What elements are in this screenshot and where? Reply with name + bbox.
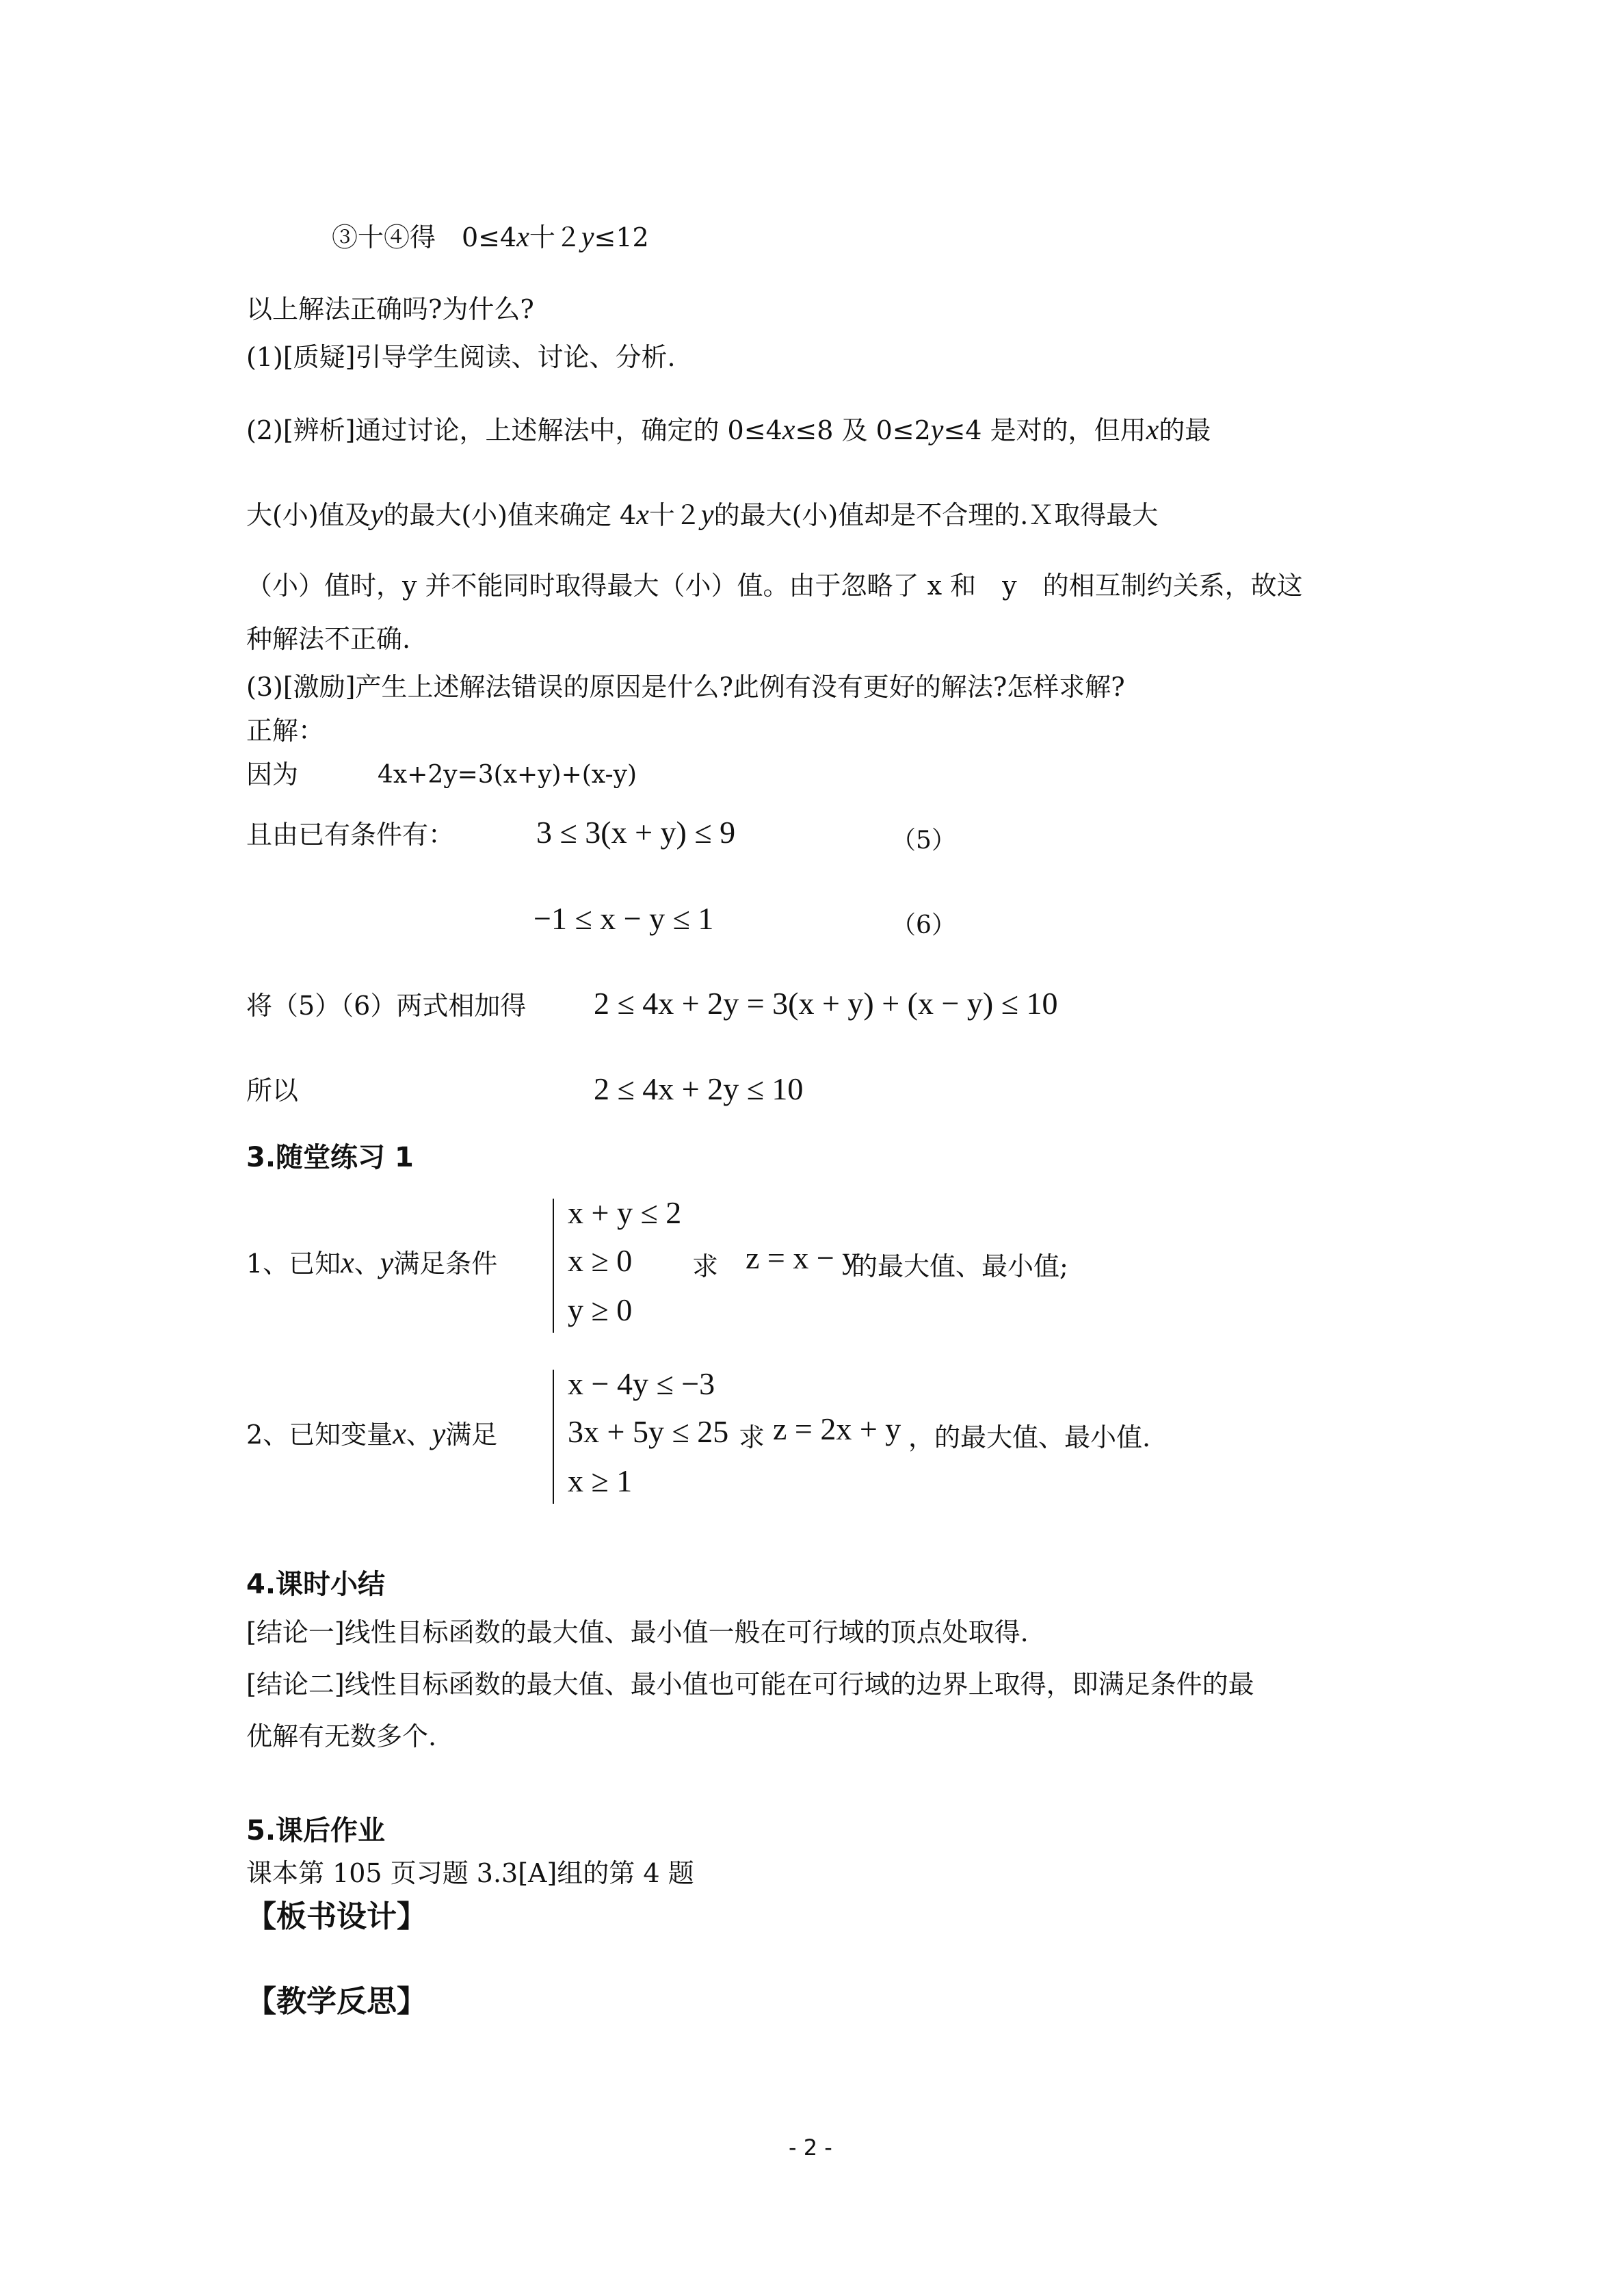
system-brace [553,1370,554,1504]
constraint: x − 4y ≤ −3 [568,1366,715,1401]
page-number: - 2 - [789,2135,832,2161]
constraint: 3x + 5y ≤ 25 [568,1414,729,1449]
text-line: 所以 [246,1075,299,1106]
text-line: 种解法不正确. [246,624,411,654]
formula: −1 ≤ x − y ≤ 1 [533,901,714,936]
text-line: 课本第 105 页习题 3.3[A]组的第 4 题 [246,1858,694,1888]
text-line: ，的最大值、最小值. [908,1422,1151,1452]
constraint: y ≥ 0 [568,1292,633,1327]
section-heading: 【教学反思】 [246,1984,427,2019]
text-line: 将（5）（6）两式相加得 [246,991,527,1021]
section-heading: 3.随堂练习 1 [246,1142,414,1173]
text-line: (3)[激励]产生上述解法错误的原因是什么?此例有没有更好的解法?怎样求解? [246,672,1125,702]
text-line: 求 [739,1422,765,1452]
constraint: x ≥ 0 [568,1243,633,1278]
text-line: 的最大值、最小值; [852,1251,1068,1281]
text-line: ③十④得 0≤4x十２y≤12 [332,222,649,253]
text-line: 正解： [246,716,325,746]
text-line: (2)[辨析]通过讨论，上述解法中，确定的 0≤4x≤8 及 0≤2y≤4 是对的，但用x的最 [246,415,1211,446]
text-line: [结论一]线性目标函数的最大值、最小值一般在可行域的顶点处取得. [246,1617,1029,1647]
exercise-1: 1、已知x、y满足条件 [246,1246,498,1279]
equation-number: （5） [891,826,956,855]
text-line: （小）值时，y 并不能同时取得最大（小）值。由于忽略了 x 和 y 的相互制约关系，故这 [246,571,1303,601]
equation-number: （6） [891,911,956,939]
formula: 4x+2y=3(x+y)+(x-y) [378,761,637,789]
section-heading: 【板书设计】 [246,1899,427,1934]
text-line: 以上解法正确吗?为什么? [246,294,534,324]
formula: z = 2x + y [773,1411,901,1446]
section-heading: 4.课时小结 [246,1569,386,1600]
text-line: 优解有无数多个. [246,1721,437,1751]
formula: z = x − y [746,1240,858,1275]
section-heading: 5.课后作业 [246,1815,386,1847]
constraint: x + y ≤ 2 [568,1195,682,1230]
system-brace [553,1199,554,1333]
text-line: 大(小)值及y的最大(小)值来确定 4x十２y的最大(小)值却是不合理的.Ｘ取得最大 [246,499,1159,531]
exercise-2: 2、已知变量x、y满足 [246,1417,498,1450]
formula: 3 ≤ 3(x + y) ≤ 9 [536,815,736,850]
constraint: x ≥ 1 [568,1463,633,1498]
formula: 2 ≤ 4x + 2y = 3(x + y) + (x − y) ≤ 10 [594,986,1058,1021]
formula: 2 ≤ 4x + 2y ≤ 10 [594,1071,804,1106]
text-line: (1)[质疑]引导学生阅读、讨论、分析. [246,342,676,372]
text-line: [结论二]线性目标函数的最大值、最小值也可能在可行域的边界上取得，即满足条件的最 [246,1669,1254,1699]
text-line: 且由已有条件有： [246,820,455,850]
text-line: 求 [692,1251,719,1281]
text-line: 因为 [246,759,299,790]
